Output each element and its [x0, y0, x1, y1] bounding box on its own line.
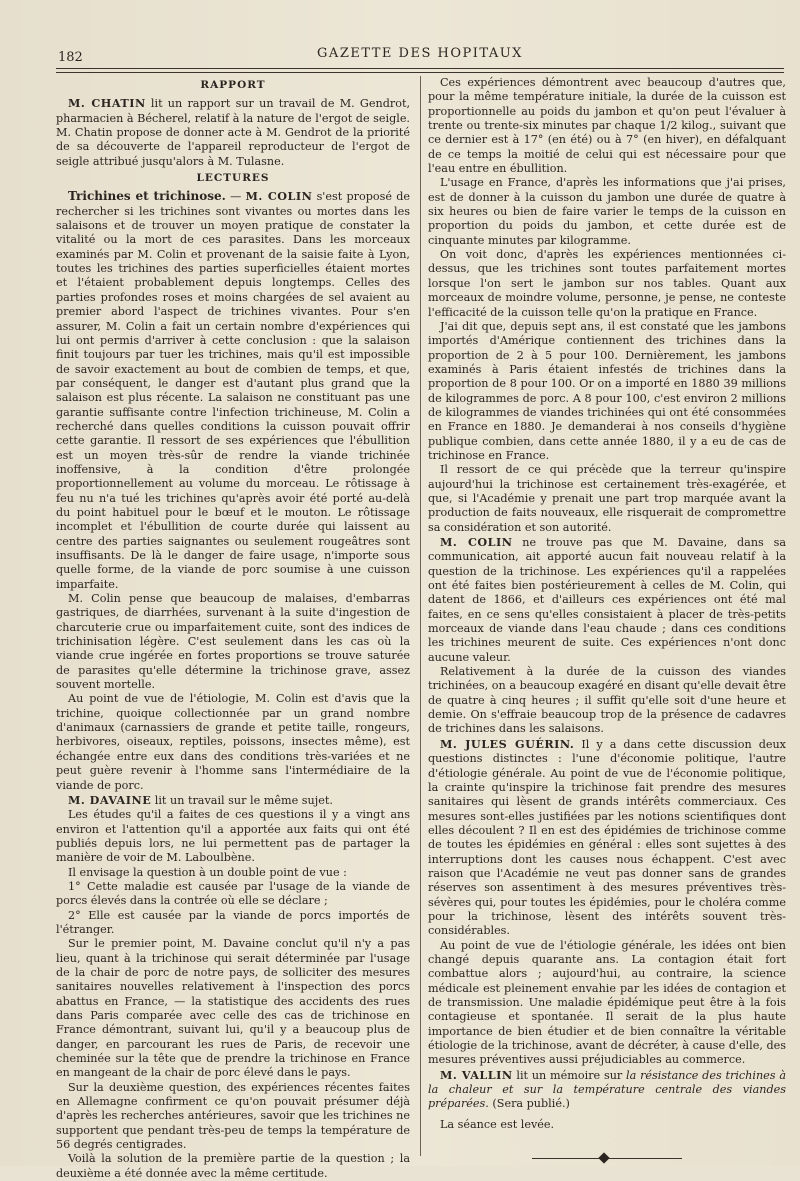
paragraph: M. Colin pense que beaucoup de malaises, d'embarras gastriques, de diarrhées, survenant à la suite d'ingestion de charcuterie crue ou imparfaitement cuite, sont des indices de trichinisation légère. C'est seulement dans les cas où la viande crue ingérée en fortes proportions se trouve saturée de parasites qu'elle détermine la trichinose grave, assez souvent mortelle. [56, 592, 410, 692]
speaker-name: M. JULES GUÉRIN. [440, 736, 575, 751]
paragraph-text: Il y a dans cette discussion deux questions distinctes : l'une d'économie politique, l'autre d'étiologie générale. Au point de vue de l'économie politique, la crainte qu'inspire la trichinose fait prendre des mesures sanitaires qui lèsent de grands intérêts commerciaux. Ces mesures sont-elles justifiées par les notions scientifiques dont elles découlent ? Il en est des épidémies de trichinose comme de toutes les épidémies en général : elles sont sujettes à des interruptions dont les causes nous échappent. C'est avec raison que l'Académie ne veut pas donner sans de grandes réserves son assentiment à des mesures préventives très-sévères qui, pour toutes les épidémies, pour le choléra comme pour la trichinose, lèsent des intérêts souvent très-considérables. [428, 737, 786, 938]
topic-heading: Trichines et trichinose. [68, 189, 226, 204]
paragraph-text: lit un rapport sur un travail de M. Gendrot, pharmacien à Bécherel, relatif à la nature de l'ergot de seigle. M. Chatin propose de donner acte à M. Gendrot de la priorité de sa découverte de l'appareil reproducteur de l'ergot de seigle attribué jusqu'alors à M. Tulasne. [56, 97, 410, 168]
rapport-paragraph [56, 96, 410, 169]
right-column [428, 76, 786, 1156]
column-divider [420, 76, 421, 1156]
paragraph-text: (Sera publié.) [488, 1097, 570, 1111]
paragraph-text: lit un travail sur le même sujet. [154, 793, 333, 807]
paragraph: Au point de vue de l'étiologie, M. Colin est d'avis que la trichine, quoique collectionnée par un grand nombre d'animaux (carnassiers de grande et petite taille, rongeurs, herbivores, oiseaux, reptiles, poissons, insectes même), est échangée entre eux dans des conditions très-variées et ne peut guère revenir à l'homme sans l'intermédiaire de la viande de porc. [56, 692, 410, 792]
speaker-name: M. COLIN [440, 535, 513, 549]
section-title-lectures: LECTURES [196, 172, 270, 185]
page-header [56, 44, 784, 66]
section-title-rapport: RAPPORT [200, 79, 266, 91]
page-number: 182 [58, 50, 83, 65]
paragraph: Il envisage la question à un double point de vue : [68, 865, 347, 879]
paragraph: Il ressort de ce qui précède que la terreur qu'inspire aujourd'hui la trichinose est certainement très-exagérée, et que, si l'Académie y prenait une part trop marquée avant la production de faits nouveaux, elle risquerait de compromettre sa considération et son autorité. [428, 463, 786, 534]
paragraph: Au point de vue de l'étiologie générale, les idées ont bien changé depuis quarante ans. La contagion était fort combattue alors ; aujourd'hui, au contraire, la science médicale est pleinement envahie par les idées de contagion et de transmission. Une maladie épidémique peut être à la fois contagieuse et spontanée. Il serait de la plus haute importance de bien étudier et de bien connaître la véritable étiologie de la trichinose, avant de décréter, à cause d'elle, des mesures préventives aussi préjudiciables au commerce. [428, 938, 786, 1067]
paragraph: 1° Cette maladie est causée par l'usage de la viande de porcs élevés dans la contrée où elle se déclare ; [56, 879, 410, 908]
speaker-name: M. CHATIN [68, 96, 146, 111]
paragraph: Sur le premier point, M. Davaine conclut qu'il n'y a pas lieu, quant à la trichinose qui serait déterminée par l'usage de la chair de porc de notre pays, de solliciter des mesures sanitaires nouvelles relativement à l'inspection des porcs abattus en France, — la statistique des accidents des rues dans Paris comparée avec celle des cas de trichinose en France démontrant, suivant lui, qu'il y a beaucoup plus de danger, en parcourant les rues de Paris, de recevoir une cheminée sur la tête que de prendre la trichinose en France en mangeant de la chair de porc élevé dans le pays. [56, 937, 410, 1080]
paragraph: 2° Elle est causée par la viande de porcs importés de l'étranger. [56, 908, 410, 936]
trichines-paragraph [56, 189, 410, 592]
closing-line: La séance est levée. [440, 1117, 555, 1131]
paragraph-text: s'est proposé de rechercher si les trichines sont vivantes ou mortes dans les salaisons et de trouver un moyen pratique de constater la vitalité ou la mort de ces parasites. Dans les morceaux examinés par M. Colin et provenant de la saisie faite à Lyon, toutes les trichines des parties superficielles étaient mortes et l'étaient probablement depuis longtemps. Celles des parties profondes roses et moins chargées de sel avaient au premier abord l'aspect de trichines vivantes. Pour s'en assurer, M. Colin a fait un certain nombre d'expériences qui lui ont permis d'arriver à cette conclusion : que la salaison finit toujours par tuer les trichines, mais qu'il est impossible de savoir exactement au bout de combien de temps, et que, par conséquent, le danger est d'autant plus grand que la salaison est plus récente. La salaison ne constituant pas une garantie suffisante contre l'infection trichineuse, M. Colin a recherché dans quelles conditions la cuisson pouvait offrir cette garantie. Il ressort de ses expériences que l'ébullition est un moyen très-sûr de rendre la viande trichinée inoffensive, à la condition d'être prolongée proportionnellement au volume du morceau. Le rôtissage à feu nu n'a tué les trichines qu'après avoir été porté au-delà du point habituel pour le bœuf et le mouton. Le rôtissage incomplet et l'ébullition de courte durée qui laissent au centre des parties saignantes ou seulement rougeâtres sont insuffisants. De là le danger de faire usage, n'importe sous quelle forme, de la viande de porc soumise à une cuisson imparfaite. [56, 190, 410, 591]
paragraph: Sur la deuxième question, des expériences récentes faites en Allemagne confirment ce qu'on pouvait présumer déjà d'après les recherches antérieures, savoir que les trichines ne supportent que pendant très-peu de temps la température de 56 degrés centigrades. [56, 1080, 410, 1152]
left-column [56, 76, 410, 1180]
header-rule-double [56, 72, 784, 73]
memoir-title: la résistance des trichines à la chaleur et sur la température centrale des viandes préparées. [428, 1068, 786, 1111]
davaine-paragraph [56, 793, 410, 808]
paragraph: On voit donc, d'après les expériences mentionnées ci-dessus, que les trichines sont toutes parfaitement mortes lorsque l'on sert le jambon sur nos tables. Quant aux morceaux de moindre volume, personne, je pense, ne conteste l'efficacité de la cuisson telle qu'on la pratique en France. [428, 248, 786, 319]
paragraph: Voilà la solution de la première partie de la question ; la deuxième a été donnée avec la même certitude. [56, 1152, 410, 1180]
journal-title: GAZETTE DES HOPITAUX [317, 46, 523, 61]
vallin-paragraph [428, 1068, 786, 1112]
speaker-name: M. DAVAINE [68, 792, 152, 807]
paragraph: J'ai dit que, depuis sept ans, il est constaté que les jambons importés d'Amérique contiennent des trichines dans la proportion de 2 à 5 pour 100. Dernièrement, les jambons examinés à Paris étaient infestés de trichines dans la proportion de 8 pour 100. Or on a importé en 1880 39 millions de kilogrammes de porc. A 8 pour 100, c'est environ 2 millions de kilogrammes de viandes trichinées qui ont été consommées en France en 1880. Je demanderai à nos conseils d'hygiène publique combien, dans cette année 1880, il y a eu de cas de trichinose en France. [428, 319, 786, 462]
speaker-name: M. VALLIN [440, 1067, 513, 1082]
paragraph: Relativement à la durée de la cuisson des viandes trichinées, on a beaucoup exagéré en disant qu'elle devait être de quatre à cinq heures ; il suffit qu'elle soit d'une heure et demie. On s'effraie beaucoup trop de la présence de cadavres de trichines dans les salaisons. [428, 665, 786, 736]
header-rule [56, 68, 784, 69]
paragraph: Ces expériences démontrent avec beaucoup d'autres que, pour la même température initiale, la durée de la cuisson est proportionnelle au poids du jambon et qu'on peut l'évaluer à trente ou trente-six minutes par chaque 1/2 kilog., suivant que ce dernier est à 17° (en été) ou à 7° (en hiver), en défalquant de ce temps la moitié de celui qui est nécessaire pour que l'eau entre en ébullition. [428, 76, 786, 176]
end-ornament [532, 1154, 682, 1164]
dash: — [225, 190, 246, 204]
colin-paragraph [428, 535, 786, 665]
guerin-paragraph [428, 737, 786, 939]
paragraph-text: lit un mémoire sur [516, 1068, 627, 1082]
paragraph-text: ne trouve pas que M. Davaine, dans sa communication, ait apporté aucun fait nouveau relatif à la question de la trichinose. Les expériences qu'il a rappelées ont été faites bien postérieurement à celles de M. Colin, qui datent de 1866, et d'ailleurs ces expériences ont été mal faites, en ce sens qu'elles consistaient à placer de très-petits morceaux de viande dans l'eau chaude ; dans ces conditions les trichines meurent de suite. Ces expériences n'ont donc aucune valeur. [428, 536, 787, 664]
paragraph: L'usage en France, d'après les informations que j'ai prises, est de donner à la cuisson du jambon une durée de quatre à six heures ou bien de faire varier le temps de la cuisson en proportion du poids du jambon, et cette durée est de cinquante minutes par kilogramme. [428, 176, 786, 247]
speaker-name: M. COLIN [245, 189, 313, 204]
ornament-diamond-icon [598, 1152, 609, 1163]
paragraph: Les études qu'il a faites de ces questions il y a vingt ans environ et l'attention qu'il a apportée aux faits qui ont été publiés depuis lors, ne lui permettent pas de partager la manière de voir de M. Laboulbène. [56, 808, 410, 865]
